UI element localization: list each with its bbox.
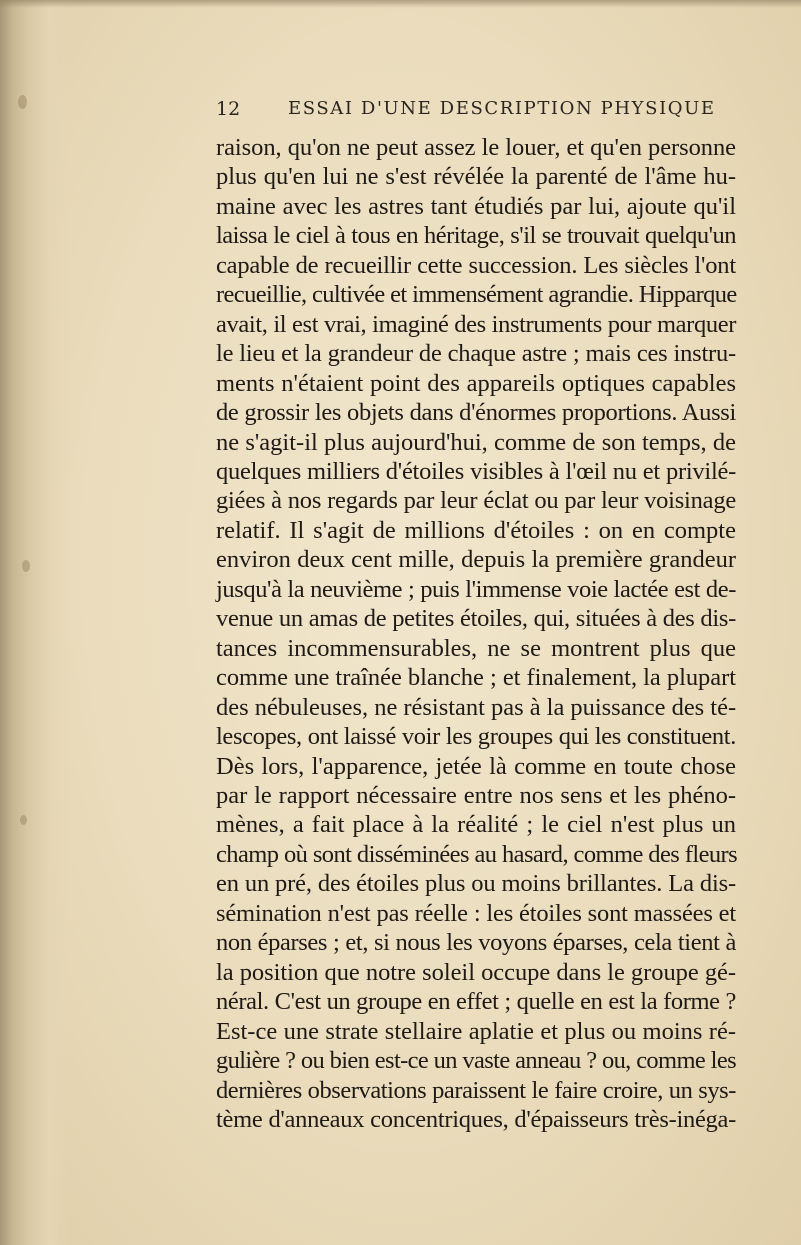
text-line: jusqu'à la neuvième ; puis l'immense voie lactée est de- <box>216 575 736 603</box>
text-line: tances incommensurables, ne se montrent plus que <box>216 634 736 662</box>
text-line: recueillie, cultivée et immensément agrandie. Hipparque <box>216 281 737 309</box>
text-line: Dès lors, l'apparence, jetée là comme en toute chose <box>216 752 736 780</box>
text-line: plus qu'en lui ne s'est révélée la parenté de l'âme hu- <box>216 163 736 191</box>
text-line: par le rapport nécessaire entre nos sens et les phéno- <box>216 781 736 809</box>
stain-mark <box>20 815 27 825</box>
text-line: ne s'agit-il plus aujourd'hui, comme de son temps, de <box>216 428 736 456</box>
text-line: en un pré, des étoiles plus ou moins brillantes. La dis- <box>216 870 736 898</box>
text-line: le lieu et la grandeur de chaque astre ; mais ces instru- <box>216 340 736 368</box>
text-line: quelques milliers d'étoiles visibles à l'œil nu et privilé- <box>216 457 736 485</box>
page-gutter <box>0 0 70 1245</box>
text-line: relatif. Il s'agit de millions d'étoiles : on en compte <box>216 516 736 544</box>
text-line: maine avec les astres tant étudiés par lui, ajoute qu'il <box>216 192 736 220</box>
text-line: des nébuleuses, ne résistant pas à la puissance des té- <box>216 693 737 721</box>
text-line: giées à nos regards par leur éclat ou par leur voisinage <box>216 487 736 515</box>
text-line: la position que notre soleil occupe dans le groupe gé- <box>216 958 736 986</box>
stain-mark <box>18 95 27 109</box>
text-line: lescopes, ont laissé voir les groupes qui les constituent. <box>216 723 736 751</box>
running-head: ESSAI D'UNE DESCRIPTION PHYSIQUE <box>288 98 716 119</box>
text-line: capable de recueillir cette succession. Les siècles l'ont <box>216 251 736 279</box>
text-line: tème d'anneaux concentriques, d'épaisseurs très-inéga- <box>216 1105 736 1133</box>
text-line: Est-ce une strate stellaire aplatie et plus ou moins ré- <box>216 1017 736 1045</box>
text-line: sémination n'est pas réelle : les étoiles sont massées et <box>216 899 736 927</box>
text-line: comme une traînée blanche ; et finalement, la plupart <box>216 664 736 692</box>
text-line: mènes, a fait place à la réalité ; le ciel n'est plus un <box>216 811 736 839</box>
page-header <box>216 98 716 128</box>
text-line: de grossir les objets dans d'énormes proportions. Aussi <box>216 399 736 427</box>
text-line: environ deux cent mille, depuis la première grandeur <box>216 546 736 574</box>
text-line: laissa le ciel à tous en héritage, s'il se trouvait quelqu'un <box>216 222 736 250</box>
text-line: néral. C'est un groupe en effet ; quelle en est la forme ? <box>216 988 736 1016</box>
text-line: venue un amas de petites étoiles, qui, situées à des dis- <box>216 605 736 633</box>
body-text <box>216 133 736 1134</box>
stain-mark <box>22 560 30 572</box>
text-line: ments n'étaient point des appareils optiques capables <box>216 369 736 397</box>
text-line: champ où sont disséminées au hasard, comme des fleurs <box>216 840 738 868</box>
page-top-shadow <box>0 0 801 8</box>
text-line: raison, qu'on ne peut assez le louer, et qu'en personne <box>216 134 736 161</box>
text-line: avait, il est vrai, imaginé des instruments pour marquer <box>216 310 736 338</box>
text-line: non éparses ; et, si nous les voyons éparses, cela tient à <box>216 929 736 957</box>
text-line: dernières observations paraissent le faire croire, un sys- <box>216 1076 736 1104</box>
page-number: 12 <box>216 98 241 120</box>
text-line: gulière ? ou bien est-ce un vaste anneau ? ou, comme les <box>216 1047 736 1075</box>
